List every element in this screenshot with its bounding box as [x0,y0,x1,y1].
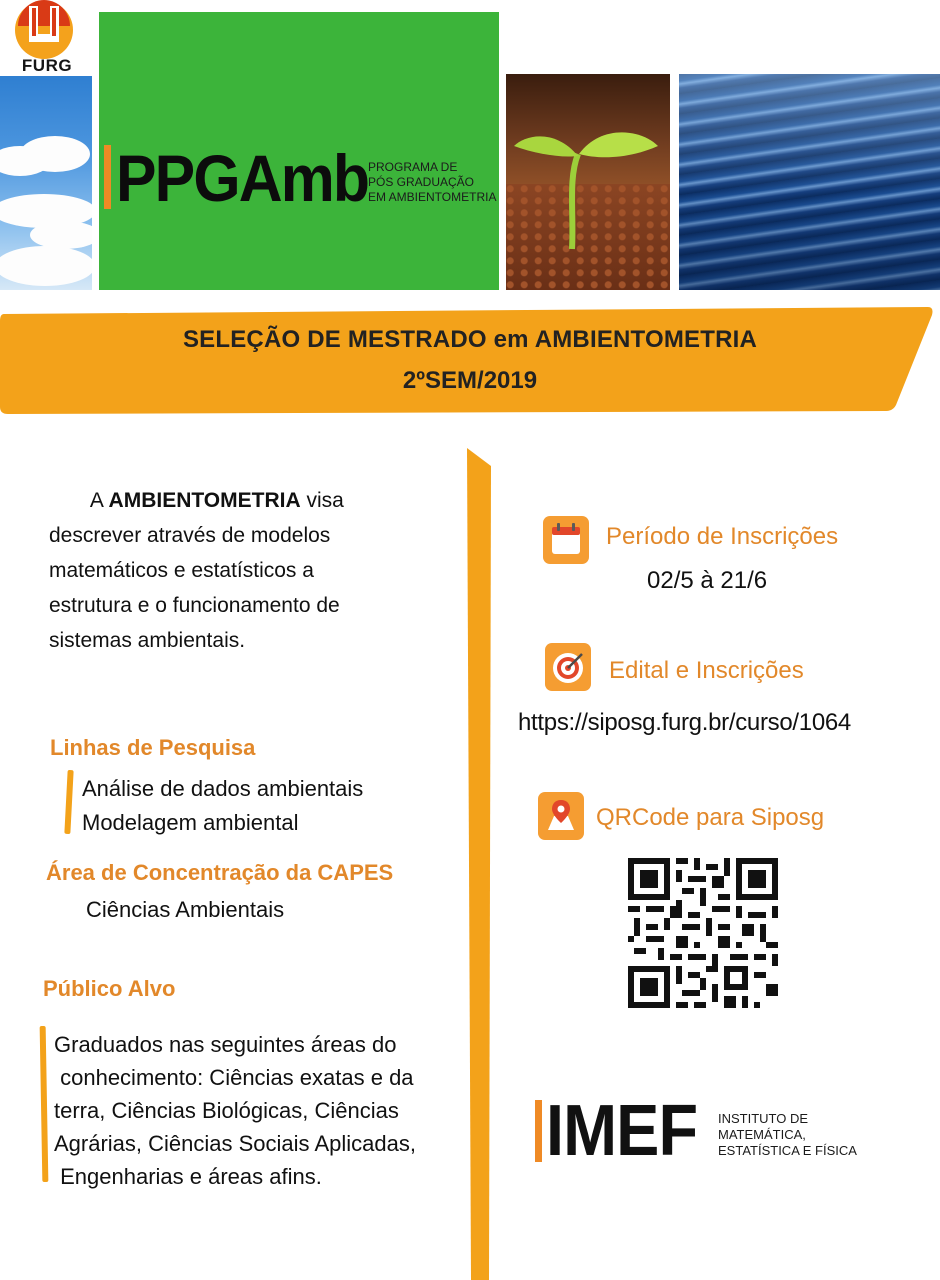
imef-logo: IMEF [546,1091,698,1171]
publico-text: Graduados nas seguintes áreas do conhecimento: Ciências exatas e da terra, Ciências Biológicas, Ciências Agrárias, Ciências Sociais Aplicadas, Engenharias e áreas afins. [54,1032,416,1189]
linhas-accent [64,770,73,834]
qr-code[interactable] [628,858,778,1008]
linhas-item-1: Análise de dados ambientais [82,776,364,801]
area-value: Ciências Ambientais [86,897,285,922]
qrcode-heading: QRCode para Siposg [596,804,825,831]
banner-semester: 2ºSEM/2019 [402,367,538,394]
program-title: PPGAmb [116,141,369,215]
periodo-heading: Período de Inscrições [606,523,839,550]
column-divider [463,448,495,1280]
seedling-photo [506,74,670,290]
publico-accent [40,1026,49,1182]
selection-banner [0,307,934,414]
imef-accent-bar [535,1100,542,1162]
edital-heading: Edital e Inscrições [609,657,804,684]
seedling-icon [506,74,670,290]
water-photo [679,74,940,290]
calendar-icon [543,516,589,564]
banner-title: SELEÇÃO DE MESTRADO em AMBIENTOMETRIA [182,326,758,353]
sky-photo [0,76,92,290]
area-heading: Área de Concentração da CAPES [46,860,394,885]
linhas-heading: Linhas de Pesquisa [50,735,256,760]
periodo-value: 02/5 à 21/6 [647,567,768,594]
furg-label: FURG [21,56,73,75]
edital-url[interactable]: https://siposg.furg.br/curso/1064 [518,709,851,736]
target-icon [545,643,591,691]
publico-heading: Público Alvo [43,976,176,1001]
imef-subtitle: INSTITUTO DE MATEMÁTICA, ESTATÍSTICA E FÍSICA [718,1111,857,1158]
linhas-item-2: Modelagem ambiental [82,810,299,835]
map-pin-icon [538,792,584,840]
intro-paragraph: A AMBIENTOMETRIA visa descrever através de modelos matemáticos e estatísticos a estrutura e o funcionamento de sistemas ambientais. [49,489,344,652]
program-subtitle: PROGRAMA DE PÓS GRADUAÇÃO EM AMBIENTOMETRIA [368,160,497,204]
program-accent-bar [104,145,111,209]
